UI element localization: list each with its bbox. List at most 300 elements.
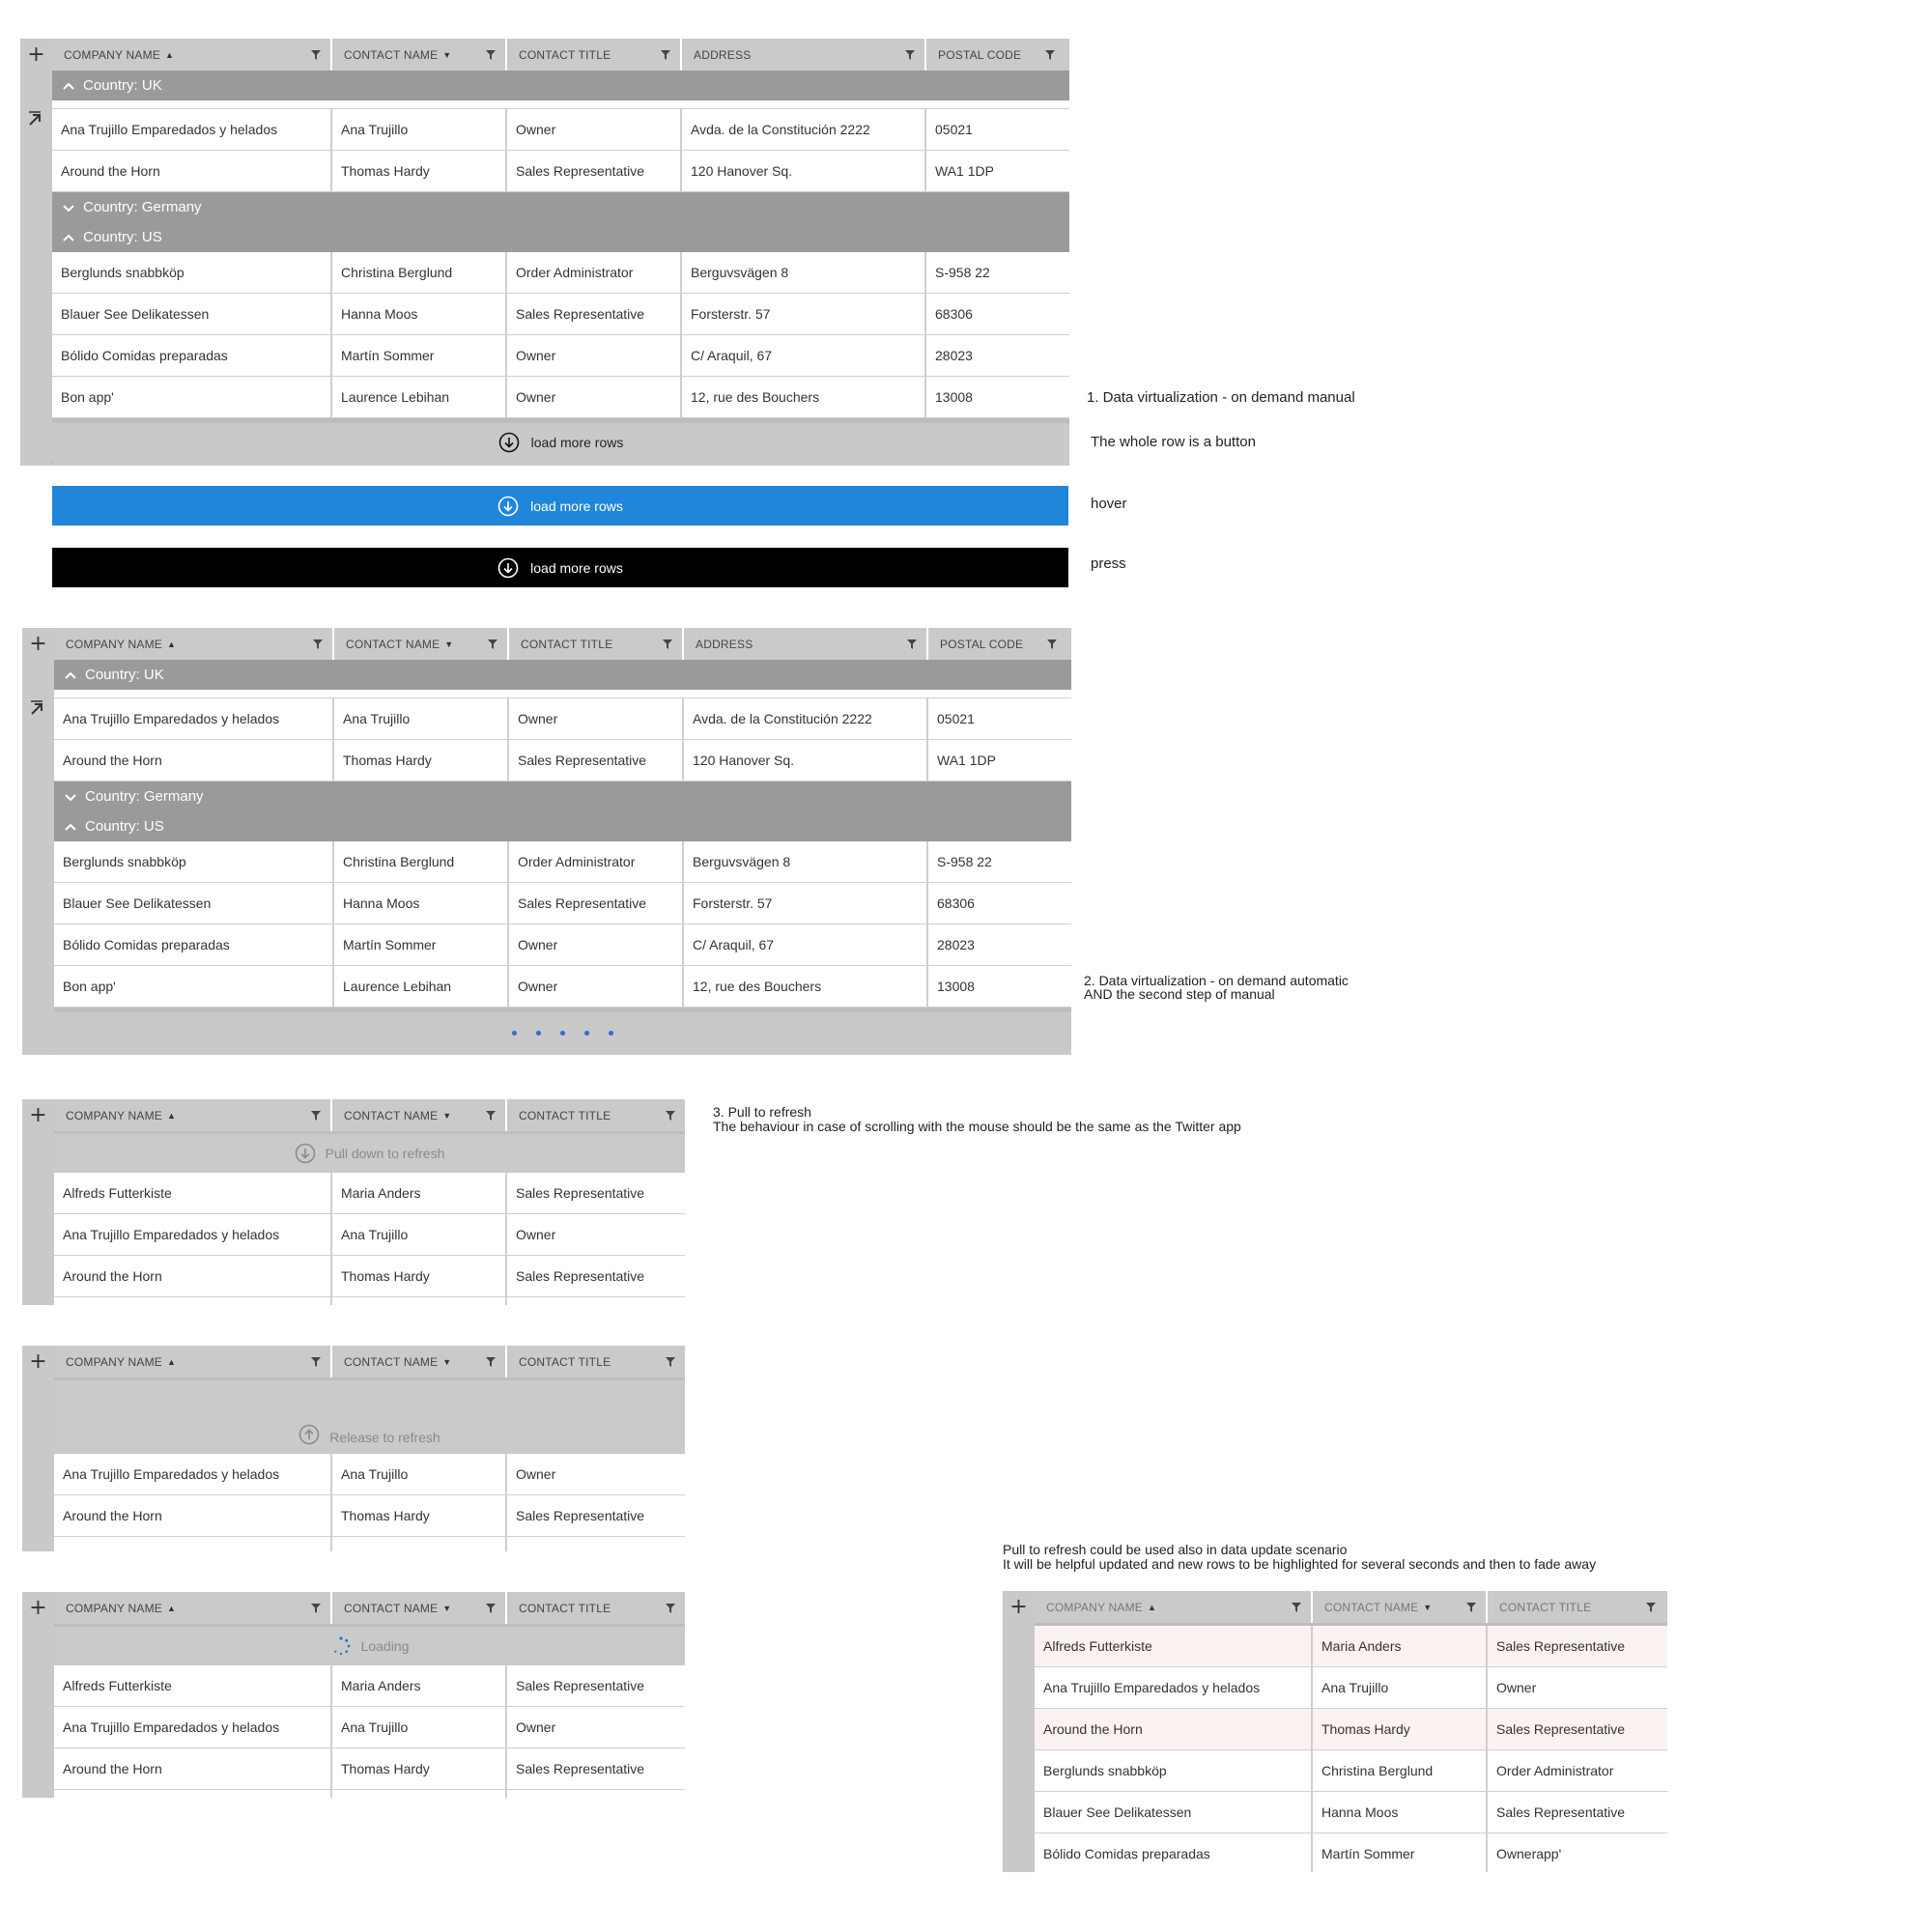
pull-down-to-refresh-indicator bbox=[54, 1134, 685, 1173]
filter-icon[interactable] bbox=[311, 1604, 321, 1613]
table-cell: Owner bbox=[507, 377, 682, 417]
sort-ascending-icon[interactable]: ▲ bbox=[166, 1110, 177, 1121]
sort-descending-icon[interactable]: ▼ bbox=[442, 1110, 452, 1121]
column-header-contact-name[interactable] bbox=[332, 39, 507, 71]
column-header-label: CONTACT TITLE bbox=[1499, 1600, 1592, 1614]
row-gap bbox=[54, 690, 1071, 698]
table-row[interactable] bbox=[54, 883, 1071, 924]
table-row[interactable] bbox=[54, 740, 1071, 781]
table-cell: Sales Representative bbox=[1496, 1721, 1626, 1737]
loading-indicator bbox=[54, 1627, 685, 1665]
note-2-subtitle: AND the second step of manual bbox=[1084, 986, 1275, 1002]
table-cell: Blauer See Delikatessen bbox=[1035, 1792, 1313, 1833]
table-row[interactable] bbox=[54, 1495, 685, 1537]
column-header-label: CONTACT NAME bbox=[344, 1601, 439, 1615]
filter-icon[interactable] bbox=[661, 50, 670, 60]
table-cell: Ana Trujillo bbox=[334, 698, 509, 739]
table-cell: Sales Representative bbox=[507, 151, 682, 191]
table-cell: Berglunds snabbköp bbox=[1035, 1750, 1313, 1791]
arrow-down-circle-icon bbox=[497, 496, 519, 517]
column-header-label: COMPANY NAME bbox=[66, 1601, 162, 1615]
table-row[interactable] bbox=[1035, 1709, 1667, 1750]
column-header-label: POSTAL CODE bbox=[938, 47, 1022, 62]
column-header-label: CONTACT NAME bbox=[344, 1354, 439, 1369]
filter-icon[interactable] bbox=[663, 639, 672, 649]
filter-icon[interactable] bbox=[666, 1604, 675, 1613]
table-cell: Berguvsvägen 8 bbox=[684, 841, 928, 882]
table-cell: C/ Araquil, 67 bbox=[682, 335, 926, 376]
load-more-rows-button[interactable] bbox=[52, 423, 1069, 461]
group-header-us[interactable] bbox=[52, 222, 1069, 252]
column-header-label: CONTACT TITLE bbox=[519, 1601, 611, 1615]
sort-descending-icon[interactable]: ▼ bbox=[442, 1356, 452, 1367]
table-cell: Blauer See Delikatessen bbox=[54, 883, 334, 923]
row-group bbox=[54, 1665, 685, 1790]
table-cell: Laurence Lebihan bbox=[334, 966, 509, 1007]
table-cell: Bólido Comidas preparadas bbox=[54, 924, 334, 965]
table-cell: Thomas Hardy bbox=[332, 1495, 507, 1536]
row-group bbox=[54, 841, 1071, 1008]
loading-dot bbox=[512, 1031, 517, 1036]
table-cell: WA1 1DP bbox=[937, 753, 996, 768]
table-cell: Thomas Hardy bbox=[332, 1256, 507, 1296]
release-to-refresh-indicator bbox=[54, 1380, 685, 1454]
table-cell: Thomas Hardy bbox=[332, 1748, 507, 1789]
spinner-icon bbox=[330, 1635, 352, 1657]
plus-icon: + bbox=[29, 1596, 47, 1620]
table-cell: Forsterstr. 57 bbox=[684, 883, 928, 923]
note-3-subtitle: The behaviour in case of scrolling with the mouse should be the same as the Twitter app bbox=[713, 1119, 1241, 1134]
filter-icon[interactable] bbox=[1646, 1603, 1656, 1612]
table-row[interactable] bbox=[52, 335, 1069, 377]
table-cell: Blauer See Delikatessen bbox=[52, 294, 332, 334]
table-cell: Alfreds Futterkiste bbox=[54, 1173, 332, 1213]
grid-body bbox=[1035, 1591, 1667, 1872]
table-row[interactable] bbox=[54, 1454, 685, 1495]
arrow-down-circle-icon bbox=[498, 432, 520, 453]
column-header-company-name[interactable] bbox=[1035, 1591, 1313, 1623]
column-header-contact-name[interactable] bbox=[332, 1592, 507, 1624]
table-row[interactable] bbox=[52, 151, 1069, 192]
filter-icon[interactable] bbox=[486, 1604, 496, 1613]
table-cell: Martín Sommer bbox=[1313, 1833, 1488, 1872]
table-row[interactable] bbox=[1035, 1833, 1667, 1872]
group-label: Country: Germany bbox=[83, 199, 202, 215]
column-header-label: ADDRESS bbox=[694, 47, 752, 62]
grid-body bbox=[52, 39, 1069, 461]
column-header-label: POSTAL CODE bbox=[940, 637, 1024, 651]
column-header-contact-name[interactable] bbox=[332, 1099, 507, 1131]
table-cell: Martín Sommer bbox=[332, 335, 507, 376]
column-header-postal-code[interactable] bbox=[928, 628, 1066, 660]
sort-descending-icon[interactable]: ▼ bbox=[1423, 1602, 1433, 1612]
table-cell: Around the Horn bbox=[54, 740, 334, 781]
row-group bbox=[54, 698, 1071, 781]
row-group bbox=[52, 252, 1069, 418]
table-cell: 120 Hanover Sq. bbox=[684, 740, 928, 781]
table-cell: Owner bbox=[509, 966, 684, 1007]
table-cell: Maria Anders bbox=[1313, 1626, 1488, 1666]
grid-header bbox=[1035, 1591, 1667, 1623]
table-row[interactable] bbox=[54, 698, 1071, 740]
column-header-label: CONTACT NAME bbox=[344, 1108, 439, 1122]
load-more-label: load more rows bbox=[530, 434, 624, 450]
arrow-up-circle-icon bbox=[298, 1424, 320, 1445]
add-row-button[interactable] bbox=[20, 39, 52, 71]
table-row[interactable] bbox=[54, 1173, 685, 1214]
table-cell: 120 Hanover Sq. bbox=[682, 151, 926, 191]
table-cell: Christina Berglund bbox=[334, 841, 509, 882]
table-row[interactable] bbox=[54, 1214, 685, 1256]
table-cell: Ana Trujillo bbox=[332, 1454, 507, 1494]
column-header-company-name[interactable] bbox=[52, 39, 332, 71]
plus-icon: + bbox=[29, 1103, 47, 1127]
release-label: Release to refresh bbox=[329, 1430, 440, 1445]
column-header-company-name[interactable] bbox=[54, 1346, 332, 1378]
arrow-down-circle-icon bbox=[295, 1143, 316, 1164]
table-cell: 28023 bbox=[937, 937, 975, 952]
table-cell: Sales Representative bbox=[1496, 1804, 1626, 1820]
table-cell: 05021 bbox=[937, 711, 975, 726]
table-cell: Ana Trujillo Emparedados y helados bbox=[54, 1454, 332, 1494]
group-header-germany[interactable] bbox=[54, 781, 1071, 811]
add-row-button[interactable] bbox=[22, 628, 54, 660]
table-row[interactable] bbox=[54, 1707, 685, 1748]
grid-header bbox=[54, 628, 1071, 660]
table-cell: Sales Representative bbox=[516, 1678, 645, 1693]
table-cell: Thomas Hardy bbox=[1313, 1709, 1488, 1749]
table-cell: 13008 bbox=[935, 389, 973, 405]
pull-label: Pull down to refresh bbox=[325, 1146, 445, 1161]
arrow-down-circle-icon bbox=[497, 557, 519, 579]
loading-dot bbox=[609, 1031, 613, 1036]
table-cell: Order Administrator bbox=[509, 841, 684, 882]
row-gap bbox=[52, 100, 1069, 109]
grid-refresh-loading bbox=[22, 1592, 685, 1798]
table-cell: Maria Anders bbox=[332, 1665, 507, 1706]
group-header-us[interactable] bbox=[54, 811, 1071, 841]
table-cell: Ana Trujillo Emparedados y helados bbox=[52, 109, 332, 150]
group-label: Country: US bbox=[83, 229, 162, 245]
table-cell: Berglunds snabbköp bbox=[52, 252, 332, 293]
table-cell: Ana Trujillo bbox=[332, 1214, 507, 1255]
add-row-button[interactable] bbox=[22, 1099, 54, 1131]
column-header-label: CONTACT TITLE bbox=[519, 47, 611, 62]
column-header-label: CONTACT NAME bbox=[1324, 1600, 1419, 1614]
table-row[interactable] bbox=[54, 841, 1071, 883]
table-row[interactable] bbox=[54, 966, 1071, 1008]
column-header-contact-title[interactable] bbox=[507, 1346, 685, 1378]
column-header-label: COMPANY NAME bbox=[1046, 1600, 1143, 1614]
table-cell: Berglunds snabbköp bbox=[54, 841, 334, 882]
note-4-subtitle: It will be helpful updated and new rows to be highlighted for several seconds and then to fade away bbox=[1003, 1556, 1597, 1572]
table-cell: WA1 1DP bbox=[935, 163, 994, 179]
table-cell: Owner bbox=[509, 698, 684, 739]
sort-ascending-icon[interactable]: ▲ bbox=[164, 49, 175, 60]
table-cell: 28023 bbox=[935, 348, 973, 363]
filter-icon[interactable] bbox=[311, 50, 321, 60]
plus-icon: + bbox=[29, 632, 47, 656]
add-row-button[interactable] bbox=[1003, 1591, 1035, 1623]
chevron-down-icon bbox=[64, 790, 77, 804]
add-row-button[interactable] bbox=[22, 1592, 54, 1624]
table-cell: Bólido Comidas preparadas bbox=[52, 335, 332, 376]
table-cell: Around the Horn bbox=[54, 1495, 332, 1536]
table-cell: Around the Horn bbox=[1035, 1709, 1313, 1749]
row-group bbox=[52, 109, 1069, 192]
row-gutter bbox=[22, 628, 55, 1055]
table-row-partial bbox=[54, 1297, 685, 1305]
plus-icon: + bbox=[29, 1350, 47, 1374]
table-row[interactable] bbox=[1035, 1792, 1667, 1833]
grid-manual-virtualization bbox=[20, 39, 1069, 466]
loading-dot bbox=[584, 1031, 589, 1036]
table-cell: Around the Horn bbox=[54, 1256, 332, 1296]
table-cell: Around the Horn bbox=[54, 1748, 332, 1789]
sort-descending-icon[interactable]: ▼ bbox=[442, 49, 452, 60]
table-cell: Bon app' bbox=[52, 377, 332, 417]
table-row[interactable] bbox=[54, 924, 1071, 966]
sort-ascending-icon[interactable]: ▲ bbox=[1147, 1602, 1157, 1612]
table-cell: Sales Representative bbox=[509, 740, 684, 781]
table-row-partial bbox=[54, 1537, 685, 1551]
filter-icon[interactable] bbox=[907, 639, 917, 649]
expand-arrow-icon[interactable] bbox=[28, 698, 47, 718]
table-row[interactable] bbox=[52, 109, 1069, 151]
table-row[interactable] bbox=[1035, 1750, 1667, 1792]
filter-icon[interactable] bbox=[1292, 1603, 1301, 1612]
table-cell: Forsterstr. 57 bbox=[682, 294, 926, 334]
column-header-contact-title[interactable] bbox=[507, 1099, 685, 1131]
table-cell: Martín Sommer bbox=[334, 924, 509, 965]
table-cell: Ana Trujillo bbox=[332, 1707, 507, 1747]
filter-icon[interactable] bbox=[486, 1357, 496, 1367]
table-cell: Ownerapp' bbox=[1496, 1846, 1562, 1861]
table-cell: Owner bbox=[1496, 1680, 1537, 1695]
grid-body bbox=[54, 628, 1071, 1053]
table-row[interactable] bbox=[1035, 1626, 1667, 1667]
column-header-contact-name[interactable] bbox=[332, 1346, 507, 1378]
filter-icon[interactable] bbox=[313, 639, 323, 649]
grid-header bbox=[54, 1099, 685, 1131]
table-cell: Thomas Hardy bbox=[334, 740, 509, 781]
plus-icon: + bbox=[27, 43, 45, 67]
table-cell: Hanna Moos bbox=[334, 883, 509, 923]
column-header-company-name[interactable] bbox=[54, 1099, 332, 1131]
grid-header bbox=[52, 39, 1069, 71]
column-header-contact-title[interactable] bbox=[507, 39, 682, 71]
loading-dot bbox=[560, 1031, 565, 1036]
sort-ascending-icon[interactable]: ▲ bbox=[166, 639, 177, 649]
table-cell: S-958 22 bbox=[937, 854, 992, 869]
filter-icon[interactable] bbox=[1047, 639, 1057, 649]
grid-body bbox=[54, 1099, 685, 1305]
table-cell: Ana Trujillo Emparedados y helados bbox=[54, 1214, 332, 1255]
table-cell: Order Administrator bbox=[507, 252, 682, 293]
column-header-label: CONTACT TITLE bbox=[521, 637, 613, 651]
column-header-contact-name[interactable] bbox=[334, 628, 509, 660]
note-1-subtitle: The whole row is a button bbox=[1091, 434, 1256, 450]
table-cell: 12, rue des Bouchers bbox=[682, 377, 926, 417]
chevron-up-icon bbox=[62, 231, 75, 244]
group-label: Country: UK bbox=[85, 667, 164, 683]
column-header-label: ADDRESS bbox=[696, 637, 753, 651]
table-cell: Owner bbox=[507, 109, 682, 150]
plus-icon: + bbox=[1009, 1595, 1028, 1619]
filter-icon[interactable] bbox=[666, 1357, 675, 1367]
group-label: Country: US bbox=[85, 818, 164, 835]
filter-icon[interactable] bbox=[1045, 50, 1055, 60]
note-press: press bbox=[1091, 555, 1126, 572]
table-cell: Sales Representative bbox=[1496, 1638, 1626, 1654]
add-row-button[interactable] bbox=[22, 1346, 54, 1378]
group-label: Country: UK bbox=[83, 77, 162, 94]
table-cell: Christina Berglund bbox=[332, 252, 507, 293]
table-row[interactable] bbox=[52, 252, 1069, 294]
table-cell: Hanna Moos bbox=[1313, 1792, 1488, 1833]
group-header-uk[interactable] bbox=[52, 71, 1069, 100]
table-cell: Ana Trujillo Emparedados y helados bbox=[1035, 1667, 1313, 1708]
table-row[interactable] bbox=[54, 1748, 685, 1790]
table-cell: Bólido Comidas preparadas bbox=[1035, 1833, 1313, 1872]
grid-body bbox=[54, 1346, 685, 1551]
chevron-up-icon bbox=[64, 668, 77, 682]
table-cell: Alfreds Futterkiste bbox=[54, 1665, 332, 1706]
group-label: Country: Germany bbox=[85, 788, 204, 805]
table-row[interactable] bbox=[52, 294, 1069, 335]
chevron-up-icon bbox=[62, 79, 75, 93]
filter-icon[interactable] bbox=[666, 1111, 675, 1121]
table-cell: Owner bbox=[509, 924, 684, 965]
table-row-partial bbox=[54, 1790, 685, 1798]
table-cell: Berguvsvägen 8 bbox=[682, 252, 926, 293]
table-row[interactable] bbox=[1035, 1667, 1667, 1709]
table-cell: Sales Representative bbox=[509, 883, 684, 923]
table-cell: 68306 bbox=[937, 895, 975, 911]
column-header-label: CONTACT TITLE bbox=[519, 1354, 611, 1369]
grid-automatic-virtualization bbox=[22, 628, 1071, 1055]
grid-data-update bbox=[1003, 1591, 1667, 1872]
table-row[interactable] bbox=[52, 377, 1069, 418]
column-header-address[interactable] bbox=[684, 628, 928, 660]
table-cell: Hanna Moos bbox=[332, 294, 507, 334]
table-cell: Around the Horn bbox=[52, 151, 332, 191]
filter-icon[interactable] bbox=[905, 50, 915, 60]
load-more-rows-button-pressed[interactable] bbox=[52, 548, 1068, 587]
note-hover: hover bbox=[1091, 496, 1127, 512]
table-cell: Owner bbox=[507, 335, 682, 376]
column-header-contact-title[interactable] bbox=[1488, 1591, 1665, 1623]
row-gutter bbox=[20, 39, 53, 466]
filter-icon[interactable] bbox=[311, 1357, 321, 1367]
table-row[interactable] bbox=[54, 1665, 685, 1707]
filter-icon[interactable] bbox=[488, 639, 497, 649]
table-cell: Owner bbox=[516, 1466, 556, 1482]
grid-header bbox=[54, 1346, 685, 1378]
filter-icon[interactable] bbox=[486, 50, 496, 60]
sort-descending-icon[interactable]: ▼ bbox=[444, 639, 454, 649]
group-header-germany[interactable] bbox=[52, 192, 1069, 222]
sort-ascending-icon[interactable]: ▲ bbox=[166, 1603, 177, 1613]
table-cell: Laurence Lebihan bbox=[332, 377, 507, 417]
chevron-up-icon bbox=[64, 820, 77, 834]
column-header-label: CONTACT NAME bbox=[344, 47, 439, 62]
table-cell: Sales Representative bbox=[516, 1185, 645, 1201]
column-header-label: COMPANY NAME bbox=[66, 637, 162, 651]
column-header-address[interactable] bbox=[682, 39, 926, 71]
column-header-label: COMPANY NAME bbox=[66, 1108, 162, 1122]
table-cell: Owner bbox=[516, 1719, 556, 1735]
sort-descending-icon[interactable]: ▼ bbox=[442, 1603, 452, 1613]
grid-release-to-refresh bbox=[22, 1346, 685, 1551]
load-more-rows-button-hover[interactable] bbox=[52, 486, 1068, 526]
table-cell: Sales Representative bbox=[516, 1761, 645, 1776]
table-cell: Order Administrator bbox=[1496, 1763, 1614, 1778]
table-cell: C/ Araquil, 67 bbox=[684, 924, 928, 965]
table-cell: Owner bbox=[516, 1227, 556, 1242]
note-4-title: Pull to refresh could be used also in data update scenario bbox=[1003, 1542, 1348, 1557]
table-cell: 68306 bbox=[935, 306, 973, 322]
filter-icon[interactable] bbox=[311, 1111, 321, 1121]
sort-ascending-icon[interactable]: ▲ bbox=[166, 1356, 177, 1367]
loading-label: Loading bbox=[360, 1638, 410, 1654]
table-cell: 12, rue des Bouchers bbox=[684, 966, 928, 1007]
table-cell: Sales Representative bbox=[516, 1508, 645, 1523]
column-header-label: COMPANY NAME bbox=[64, 47, 160, 62]
table-cell: S-958 22 bbox=[935, 265, 990, 280]
table-cell: Avda. de la Constitución 2222 bbox=[682, 109, 926, 150]
table-cell: Bon app' bbox=[54, 966, 334, 1007]
table-cell: Thomas Hardy bbox=[332, 151, 507, 191]
note-1-title: 1. Data virtualization - on demand manual bbox=[1087, 389, 1355, 406]
row-group bbox=[54, 1454, 685, 1537]
column-header-label: CONTACT NAME bbox=[346, 637, 440, 651]
column-header-contact-title[interactable] bbox=[509, 628, 684, 660]
column-header-contact-name[interactable] bbox=[1313, 1591, 1488, 1623]
note-2-title: 2. Data virtualization - on demand automatic bbox=[1084, 973, 1349, 988]
row-group bbox=[54, 1173, 685, 1297]
table-cell: Avda. de la Constitución 2222 bbox=[684, 698, 928, 739]
table-cell: Sales Representative bbox=[507, 294, 682, 334]
column-header-label: COMPANY NAME bbox=[66, 1354, 162, 1369]
chevron-down-icon bbox=[62, 201, 75, 214]
loading-dots-indicator bbox=[54, 1012, 1071, 1053]
table-cell: Ana Trujillo Emparedados y helados bbox=[54, 1707, 332, 1747]
filter-icon[interactable] bbox=[486, 1111, 496, 1121]
filter-icon[interactable] bbox=[1466, 1603, 1476, 1612]
table-cell: Alfreds Futterkiste bbox=[1035, 1626, 1313, 1666]
grid-pull-down-to-refresh bbox=[22, 1099, 685, 1305]
column-header-label: CONTACT TITLE bbox=[519, 1108, 611, 1122]
column-header-contact-title[interactable] bbox=[507, 1592, 685, 1624]
table-cell: 13008 bbox=[937, 979, 975, 994]
load-more-label: load more rows bbox=[530, 559, 623, 576]
group-header-uk[interactable] bbox=[54, 660, 1071, 690]
column-header-company-name[interactable] bbox=[54, 1592, 332, 1624]
grid-body bbox=[54, 1592, 685, 1798]
table-cell: 05021 bbox=[935, 122, 973, 137]
column-header-postal-code[interactable] bbox=[926, 39, 1065, 71]
row-group bbox=[1035, 1626, 1667, 1872]
grid-header bbox=[54, 1592, 685, 1624]
table-cell: Christina Berglund bbox=[1313, 1750, 1488, 1791]
table-row[interactable] bbox=[54, 1256, 685, 1297]
table-cell: Maria Anders bbox=[332, 1173, 507, 1213]
column-header-company-name[interactable] bbox=[54, 628, 334, 660]
expand-arrow-icon[interactable] bbox=[26, 109, 45, 128]
loading-dot bbox=[536, 1031, 541, 1036]
table-cell: Ana Trujillo bbox=[1313, 1667, 1488, 1708]
